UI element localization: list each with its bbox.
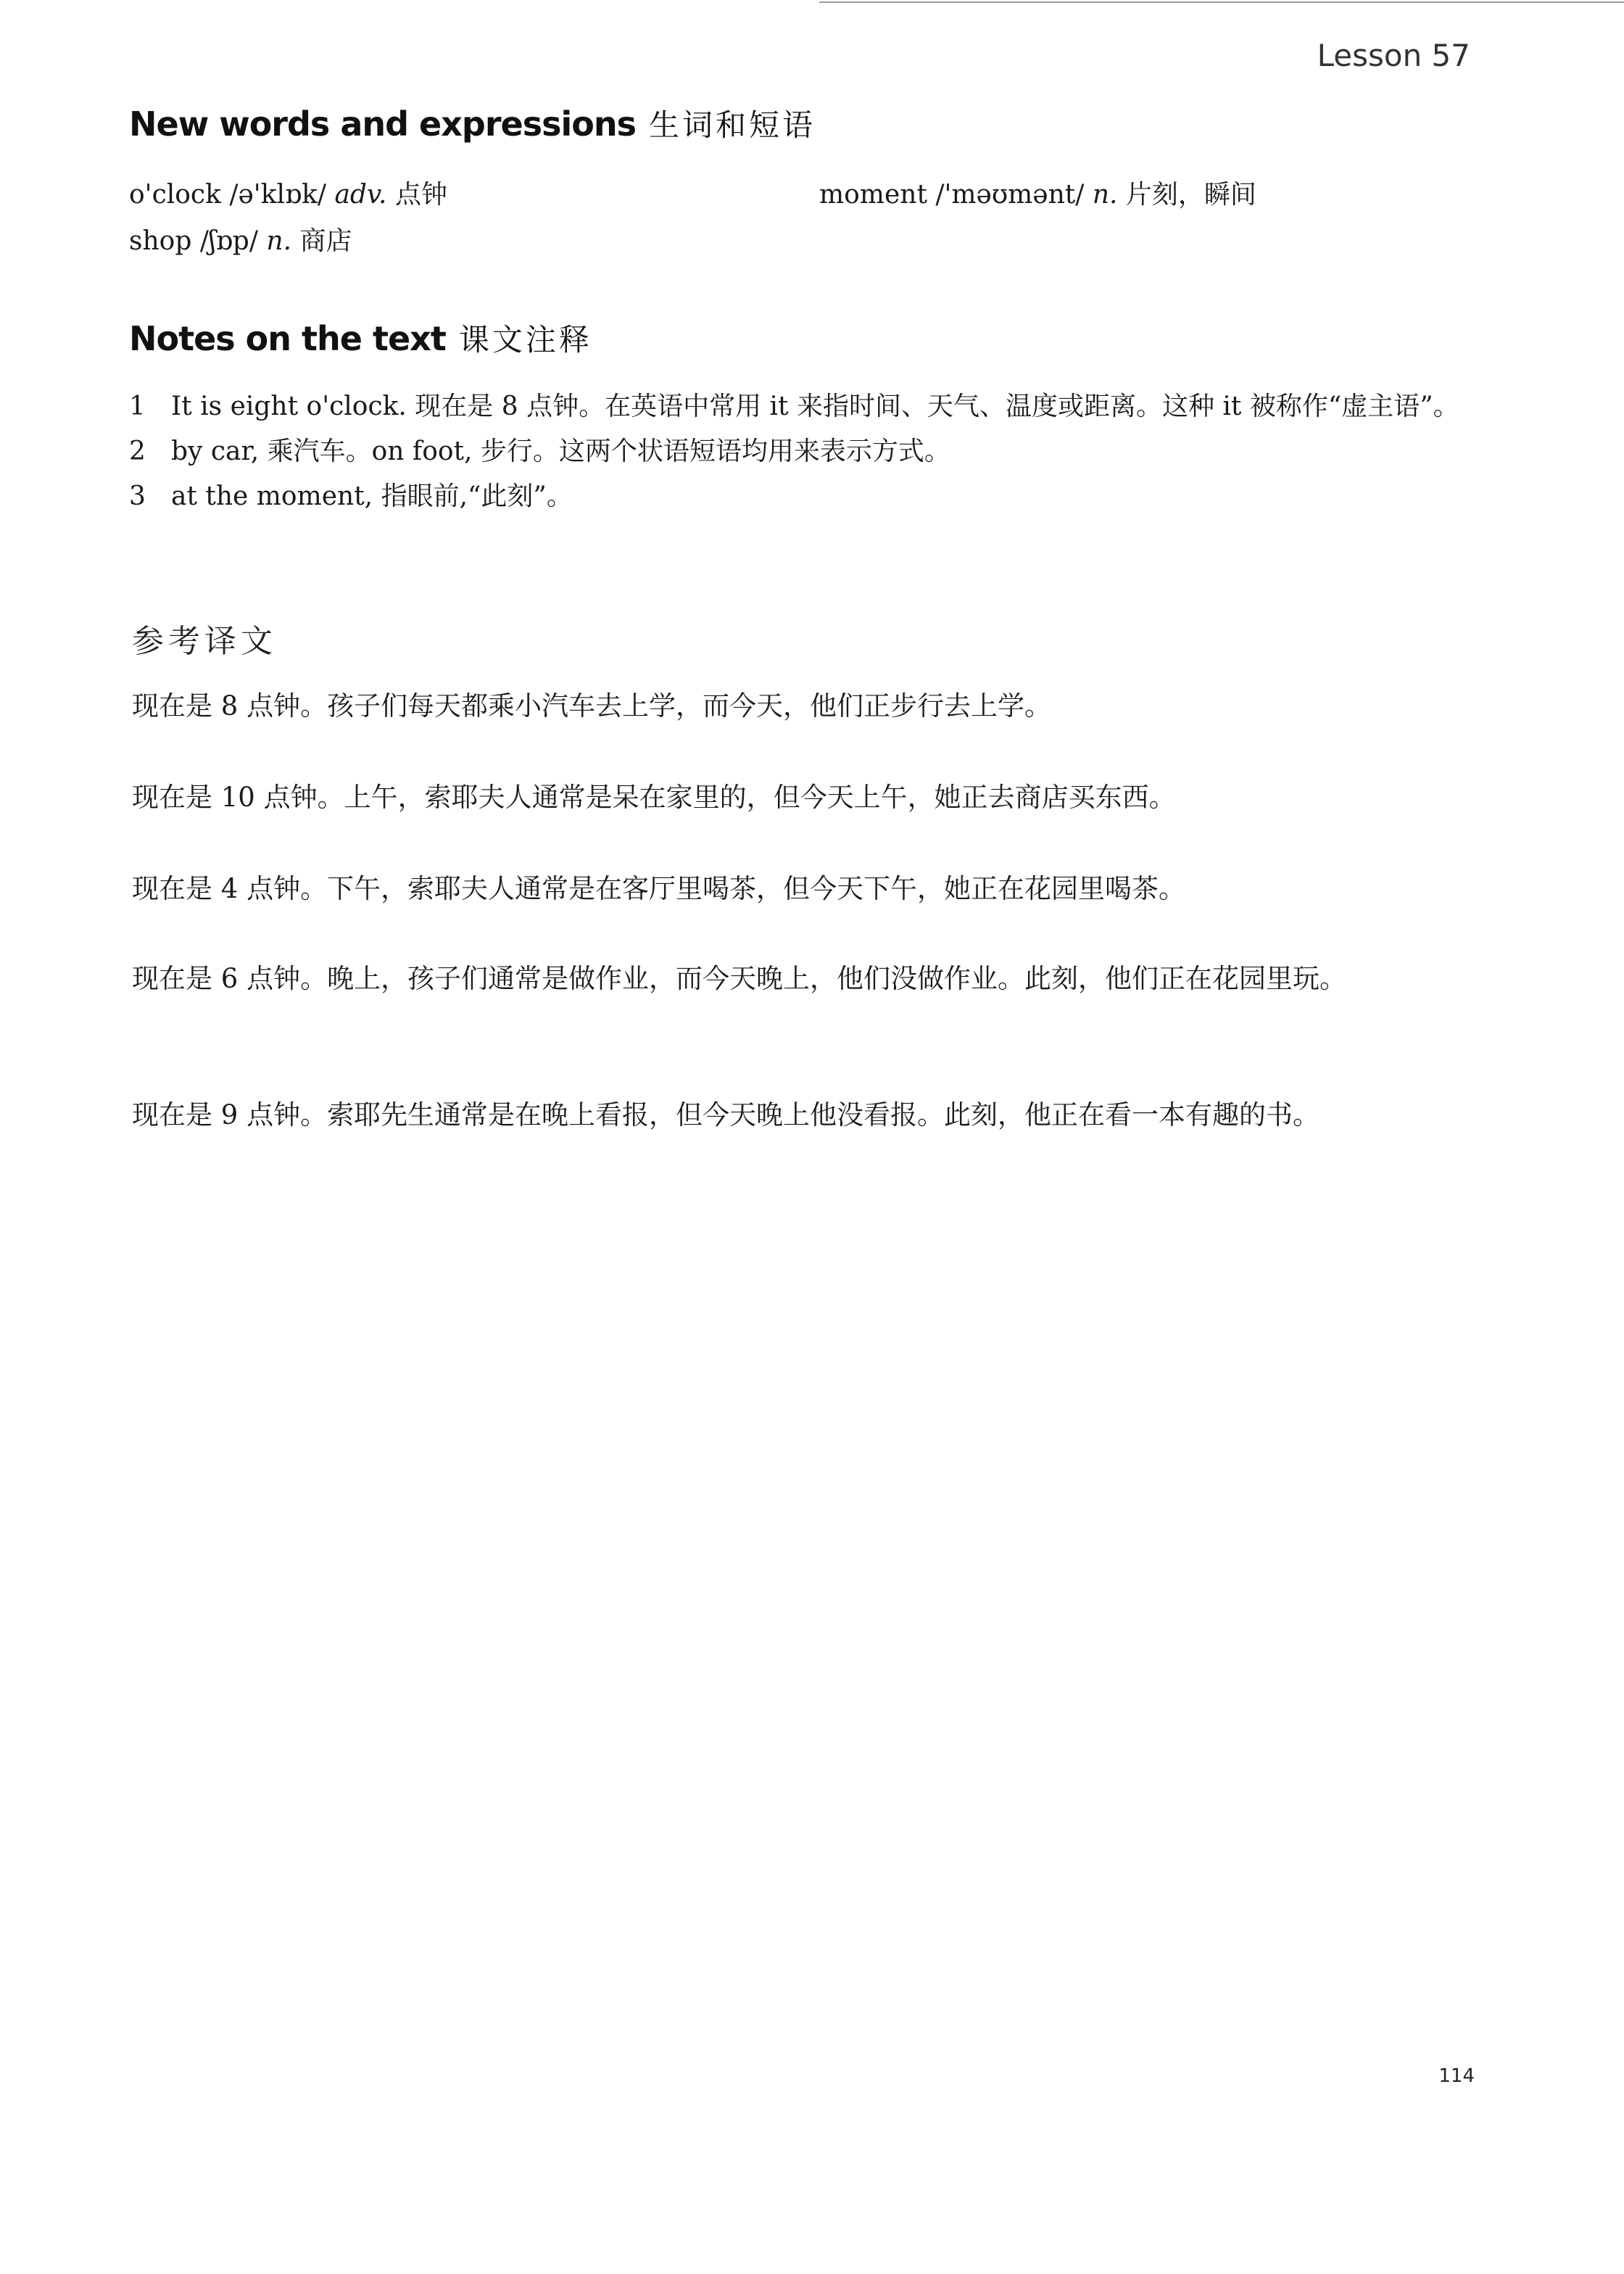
new-words-title [129,102,816,145]
note-number: 3 [129,481,146,511]
translation-paragraph: 现在是 6 点钟。晚上，孩子们通常是做作业，而今天晚上，他们没做作业。此刻，他们正在花园里玩。 [132,963,1347,994]
vocab-meaning: 点钟 [394,180,447,210]
note-text: at the moment, 指眼前,“此刻”。 [171,481,573,511]
vocab-item-moment [819,174,1256,211]
translation-title: 参考译文 [132,623,277,660]
vocab-word: moment [819,180,927,210]
notes-list [129,384,1492,519]
vocab-pos: n. [1092,180,1118,210]
vocab-item-shop [129,220,352,257]
new-words-title-en: New words and expressions [129,104,636,144]
note-text: by car, 乘汽车。on foot, 步行。这两个状语短语均用来表示方式。 [171,437,950,466]
vocab-item-oclock [129,174,447,211]
vocab-phonetic: /ə'klɒk/ [229,180,327,210]
translation-paragraph: 现在是 4 点钟。下午，索耶夫人通常是在客厅里喝茶，但今天下午，她正在花园里喝茶。 [132,873,1186,904]
vocab-pos: n. [266,226,292,256]
translation-paragraph: 现在是 8 点钟。孩子们每天都乘小汽车去上学，而今天，他们正步行去上学。 [132,690,1052,722]
page-number: 114 [1438,2065,1475,2087]
vocab-phonetic: /'məʊmənt/ [935,180,1085,210]
note-item [129,384,1492,429]
top-rule [819,1,1624,3]
translation-paragraph: 现在是 9 点钟。索耶先生通常是在晚上看报，但今天晚上他没看报。此刻，他正在看一本有趣的书。 [132,1099,1320,1130]
note-item [129,474,1492,519]
notes-title [129,316,592,360]
notes-title-cn: 课文注释 [458,322,592,357]
vocab-phonetic: /ʃɒp/ [199,226,258,256]
new-words-title-cn: 生词和短语 [648,107,816,143]
note-number: 2 [129,437,146,466]
note-number: 1 [129,392,146,421]
notes-title-en: Notes on the text [129,319,446,358]
vocab-meaning: 片刻，瞬间 [1125,180,1256,210]
vocab-word: shop [129,226,192,256]
vocab-word: o'clock [129,180,221,210]
translation-paragraph: 现在是 10 点钟。上午，索耶夫人通常是呆在家里的，但今天上午，她正去商店买东西。 [132,782,1176,813]
vocab-meaning: 商店 [299,226,352,256]
note-text: It is eight o'clock. 现在是 8 点钟。在英语中常用 it 来指时间、天气、温度或距离。这种 it 被称作“虚主语”。 [171,392,1459,421]
lesson-header: Lesson 57 [1317,38,1470,73]
note-item [129,429,1492,474]
vocab-pos: adv. [334,180,387,210]
